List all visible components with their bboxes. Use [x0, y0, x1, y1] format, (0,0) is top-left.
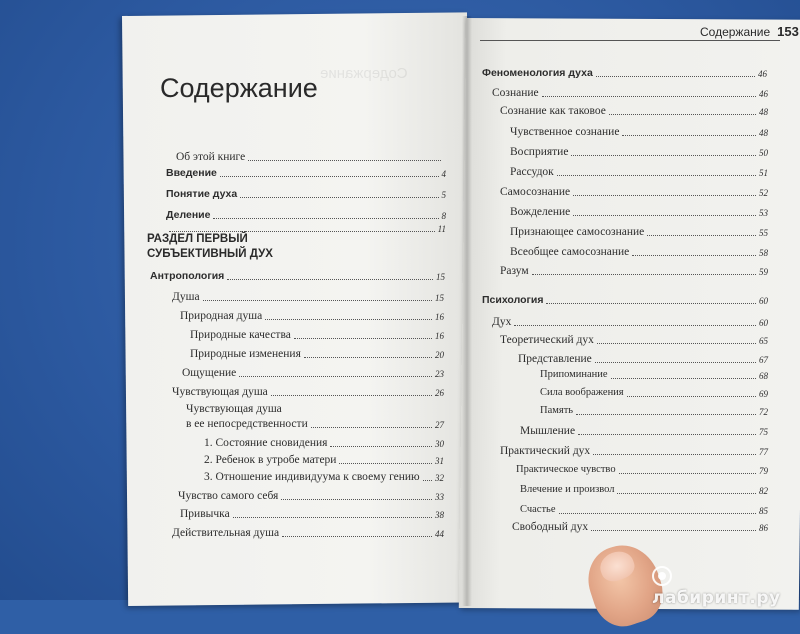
toc-entry [204, 436, 444, 450]
running-header [700, 24, 799, 39]
dot-leader [632, 255, 756, 256]
toc-entry-title: Психология [482, 294, 544, 306]
toc-entry [500, 104, 768, 118]
toc-entry-page: 11 [437, 224, 446, 234]
dot-leader [617, 493, 756, 494]
toc-entry-title: Действительная душа [172, 527, 280, 539]
dot-leader [227, 279, 433, 280]
dot-leader [233, 517, 432, 518]
toc-entry [178, 489, 444, 503]
dot-leader [532, 274, 756, 275]
toc-entry-title: Чувство самого себя [178, 490, 279, 502]
toc-entry [540, 368, 768, 382]
toc-entry-title: 2. Ребенок в утробе матери [204, 454, 337, 466]
toc-entry [204, 453, 444, 467]
toc-entry-wrapped-line: Чувствующая душа [186, 403, 282, 415]
toc-entry-page: 30 [435, 439, 444, 449]
toc-entry [492, 315, 768, 329]
toc-entry [500, 185, 768, 199]
dot-leader [304, 357, 432, 358]
toc-entry-page: 5 [441, 190, 446, 200]
toc-entry-page: 16 [435, 312, 444, 322]
dot-leader [609, 114, 756, 115]
toc-entry [150, 269, 445, 283]
book-gutter [462, 16, 472, 606]
running-header-title: Содержание [700, 25, 771, 39]
section-heading-line2: СУБЪЕКТИВНЫЙ ДУХ [147, 248, 273, 260]
toc-entry [186, 417, 444, 431]
toc-entry-title: в ее непосредственности [186, 418, 308, 430]
toc-entry-page: 46 [759, 89, 768, 99]
toc-entry [182, 366, 444, 380]
toc-entry-page: 8 [441, 211, 446, 221]
section-heading [147, 232, 273, 262]
toc-entry-page: 23 [435, 369, 444, 379]
toc-entry-title: Чувствующая душа [172, 386, 268, 398]
dot-leader [546, 303, 756, 304]
dot-leader [330, 446, 432, 447]
watermark-logo-icon [652, 566, 672, 586]
toc-entry-page: 50 [759, 148, 768, 158]
toc-entry-page: 15 [435, 293, 444, 303]
dot-leader [213, 218, 438, 219]
toc-entry [172, 385, 444, 399]
dot-leader [647, 235, 756, 236]
toc-entry [500, 333, 768, 347]
toc-entry [510, 125, 768, 139]
toc-entry-page: 46 [758, 69, 767, 79]
toc-entry-title: Вожделение [510, 206, 571, 218]
dot-leader [423, 480, 432, 481]
dot-leader [611, 378, 756, 379]
dot-leader [203, 300, 432, 301]
toc-entry [190, 328, 444, 342]
toc-entry-title: Представление [518, 353, 592, 365]
dot-leader [595, 362, 756, 363]
dot-leader [571, 155, 756, 156]
toc-entry-title: Сознание как таковое [500, 105, 606, 117]
toc-entry-page: 51 [759, 168, 768, 178]
dot-leader [576, 414, 756, 415]
toc-entry-title: Свободный дух [512, 521, 589, 533]
toc-entry-title: Теоретический дух [500, 334, 594, 346]
toc-entry-title: Признающее самосознание [510, 226, 645, 238]
toc-entry-page: 31 [435, 456, 444, 466]
toc-entry-page: 60 [759, 296, 768, 306]
toc-entry-page: 32 [435, 473, 444, 483]
toc-entry [520, 483, 768, 497]
toc-entry-page: 75 [759, 427, 768, 437]
show-through-text: Содержание [320, 65, 408, 82]
toc-entry-page: 58 [759, 248, 768, 258]
toc-entry-title: Припоминание [540, 369, 608, 380]
toc-entry [512, 520, 768, 534]
toc-entry [482, 293, 768, 307]
toc-entry-title: Антропология [150, 270, 225, 282]
toc-entry-page: 82 [759, 486, 768, 496]
toc-entry [510, 225, 768, 239]
toc-entry-page: 72 [759, 407, 768, 417]
toc-entry-title: Счастье [520, 504, 556, 515]
dot-leader [514, 325, 756, 326]
toc-entry-page: 79 [759, 466, 768, 476]
toc-entry-page: 59 [759, 267, 768, 277]
toc-entry-page: 67 [759, 355, 768, 365]
toc-entry-page: 52 [759, 188, 768, 198]
dot-leader [294, 338, 432, 339]
dot-leader [578, 434, 756, 435]
dot-leader [542, 96, 756, 97]
toc-entry-title: Чувственное сознание [510, 126, 620, 138]
toc-entry-page: 48 [759, 128, 768, 138]
section-heading-line1: РАЗДЕЛ ПЕРВЫЙ [147, 233, 248, 245]
toc-entry [510, 165, 768, 179]
toc-entry-page: 20 [435, 350, 444, 360]
header-rule [480, 40, 780, 41]
toc-entry-title: Введение [166, 167, 217, 179]
dot-leader [593, 454, 756, 455]
toc-entry [510, 205, 768, 219]
toc-entry-title: Сила воображения [540, 387, 624, 398]
watermark [652, 566, 800, 608]
dot-leader [622, 135, 756, 136]
page-number: 153 [777, 24, 799, 39]
toc-entry-page: 26 [435, 388, 444, 398]
toc-entry-page: 4 [441, 169, 446, 179]
toc-entry-page: 16 [435, 331, 444, 341]
dot-leader [627, 396, 756, 397]
dot-leader [311, 427, 432, 428]
toc-entry-page: 65 [759, 336, 768, 346]
page-title: Содержание [160, 73, 318, 103]
toc-entry-page: 27 [435, 420, 444, 430]
toc-entry-page: 38 [435, 510, 444, 520]
dot-leader [597, 343, 756, 344]
toc-entry-title: Природная душа [180, 310, 263, 322]
toc-entry-title: Мышление [520, 425, 576, 437]
dot-leader [619, 473, 756, 474]
toc-entry-title: Самосознание [500, 186, 571, 198]
toc-entry [492, 86, 768, 100]
toc-entry [510, 145, 768, 159]
toc-entry [180, 309, 444, 323]
toc-entry-page: 33 [435, 492, 444, 502]
toc-entry [166, 208, 446, 222]
toc-entry [540, 386, 768, 400]
dot-leader [559, 513, 756, 514]
toc-entry-title: Душа [172, 291, 200, 303]
toc-entry [190, 347, 444, 361]
toc-entry-title: Всеобщее самосознание [510, 246, 630, 258]
toc-entry [520, 503, 768, 517]
dot-leader [220, 176, 439, 177]
toc-entry [482, 66, 767, 80]
toc-entry [500, 264, 768, 278]
dot-leader [281, 499, 432, 500]
toc-entry [510, 245, 768, 259]
toc-entry-title: Восприятие [510, 146, 569, 158]
toc-entry-page: 86 [759, 523, 768, 533]
dot-leader [596, 76, 755, 77]
toc-entry-page: 44 [435, 529, 444, 539]
toc-entry [172, 526, 444, 540]
toc-entry-title: Разум [500, 265, 529, 277]
toc-entry-page: 77 [759, 447, 768, 457]
toc-entry-title: Понятие духа [166, 188, 238, 200]
dot-leader [282, 536, 432, 537]
toc-entry-title: Дух [492, 316, 512, 328]
toc-entry [172, 290, 444, 304]
dot-leader [248, 160, 441, 161]
toc-entry [204, 470, 444, 484]
toc-entry-title: Ощущение [182, 367, 237, 379]
toc-entry-title: Память [540, 405, 574, 416]
toc-entry-title: Природные изменения [190, 348, 301, 360]
toc-entry [176, 150, 444, 164]
toc-entry-title: Сознание [492, 87, 539, 99]
toc-entry [180, 507, 444, 521]
toc-entry-page: 60 [759, 318, 768, 328]
dot-leader [265, 319, 432, 320]
toc-entry [518, 352, 768, 366]
dot-leader [573, 195, 756, 196]
toc-entry-page: 53 [759, 208, 768, 218]
toc-entry [516, 463, 768, 477]
toc-entry [166, 187, 446, 201]
toc-entry-page: 68 [759, 371, 768, 381]
toc-entry-page: 85 [759, 506, 768, 516]
toc-entry-page: 69 [759, 389, 768, 399]
dot-leader [557, 175, 756, 176]
dot-leader [339, 463, 432, 464]
dot-leader [240, 197, 438, 198]
toc-entry-title: 1. Состояние сновидения [204, 437, 328, 449]
toc-entry-title: Практический дух [500, 445, 591, 457]
toc-entry [540, 404, 768, 418]
toc-entry-page: 55 [759, 228, 768, 238]
toc-entry-title: 3. Отношение индивидуума к своему гению [204, 471, 420, 483]
toc-entry-title: Природные качества [190, 329, 291, 341]
dot-leader [573, 215, 756, 216]
toc-entry [166, 166, 446, 180]
toc-entry-title: Привычка [180, 508, 230, 520]
toc-entry-title: Феноменология духа [482, 67, 593, 79]
toc-entry [500, 444, 768, 458]
toc-entry-title: Практическое чувство [516, 464, 616, 475]
toc-entry-title: Об этой книге [176, 151, 246, 163]
dot-leader [271, 395, 432, 396]
watermark-text: лабиринт.ру [652, 588, 781, 608]
toc-entry-title: Деление [166, 209, 211, 221]
toc-entry-title: Влечение и произвол [520, 484, 615, 495]
dot-leader [591, 530, 756, 531]
toc-entry [520, 424, 768, 438]
dot-leader [239, 376, 432, 377]
toc-entry-page: 15 [436, 272, 445, 282]
toc-entry-page: 48 [759, 107, 768, 117]
toc-entry-title: Рассудок [510, 166, 554, 178]
